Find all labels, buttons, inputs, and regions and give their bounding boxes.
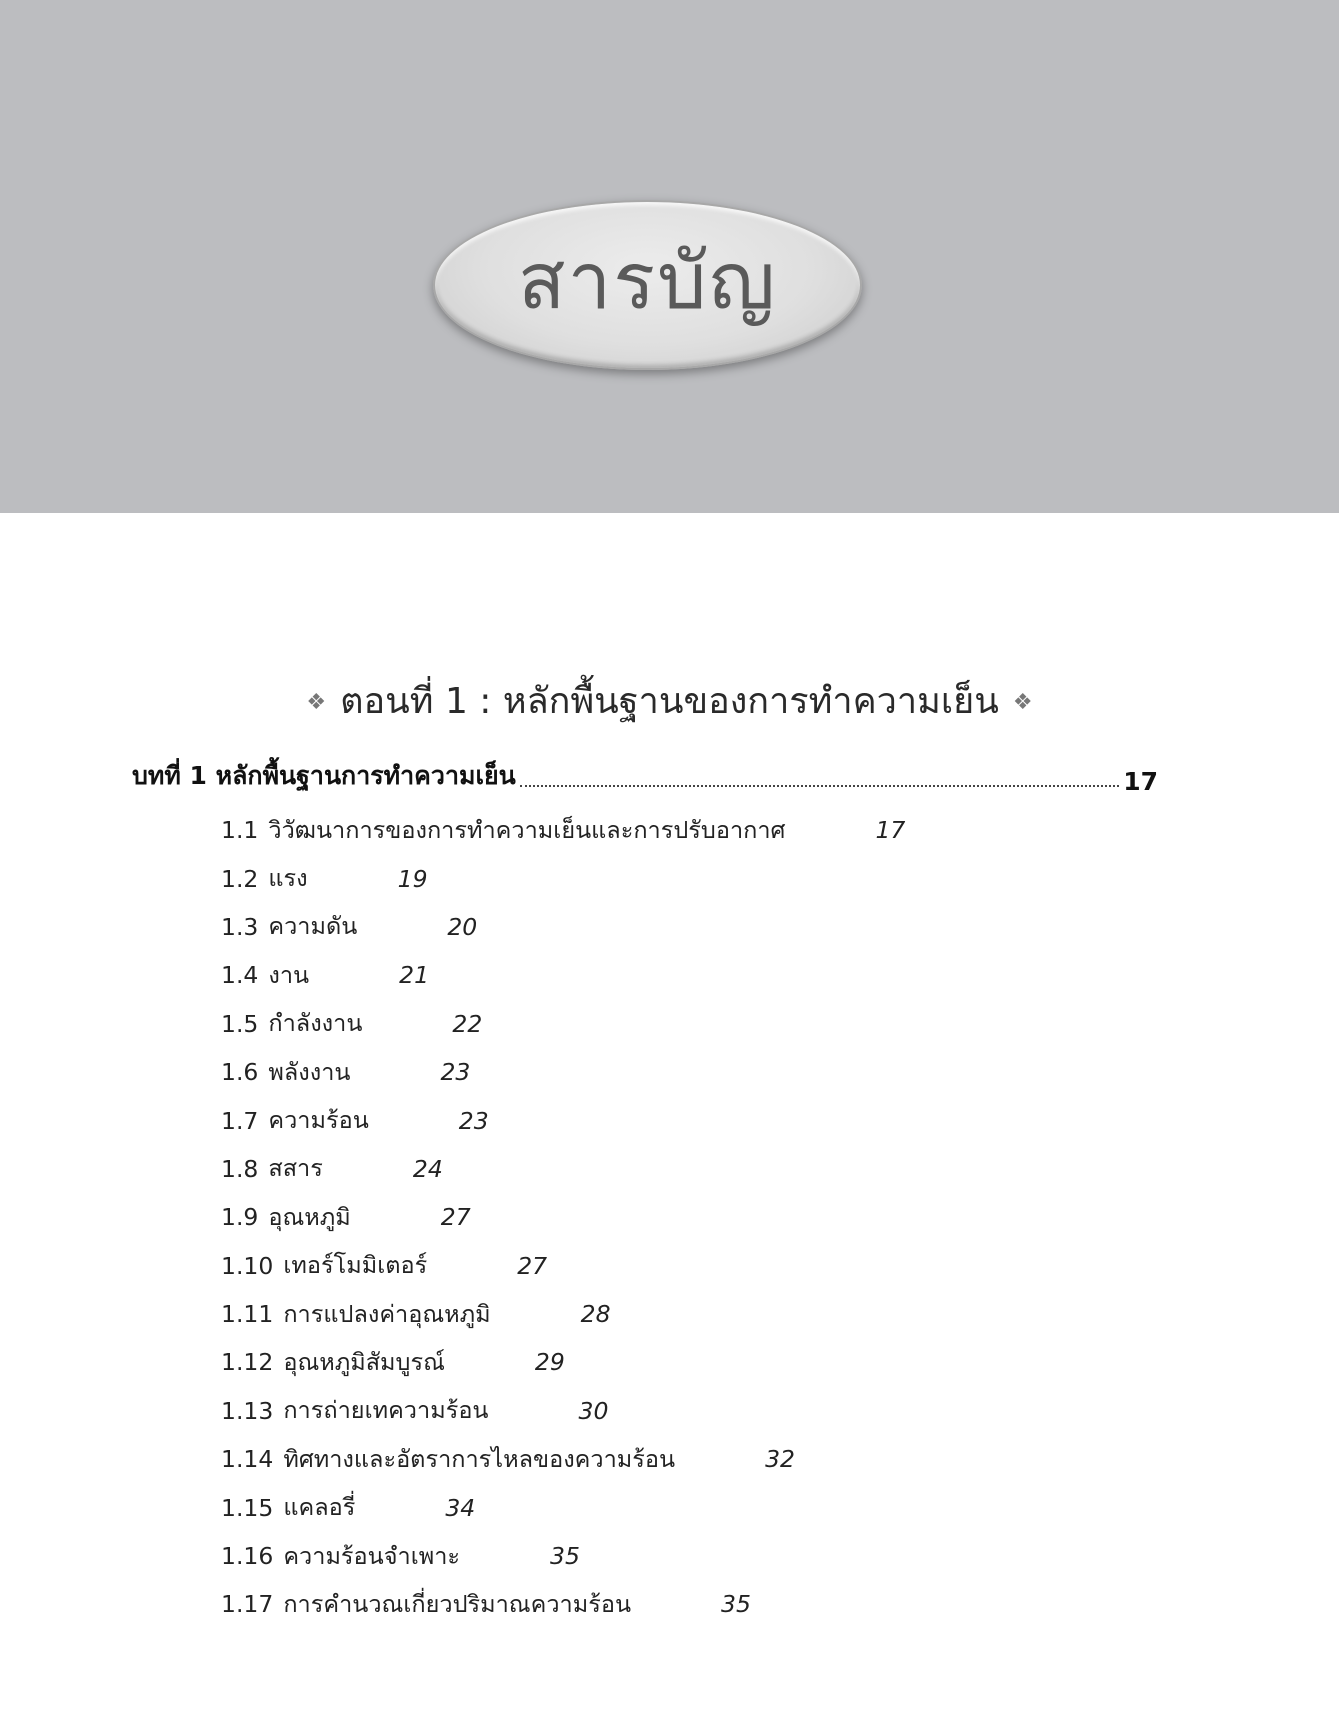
toc-item-title: ความร้อนจำเพาะ <box>283 1541 461 1570</box>
toc-item-page: 32 <box>765 1445 795 1474</box>
toc-item-title: วิวัฒนาการของการทำความเย็นและการปรับอากาศ <box>268 815 786 844</box>
title-badge <box>433 200 862 370</box>
toc-item[interactable] <box>221 806 905 854</box>
ornament-diamond-icon: ❖ <box>306 690 327 715</box>
toc-item-title: อุณหภูมิสัมบูรณ์ <box>283 1347 445 1376</box>
toc-item-page: 19 <box>397 864 428 893</box>
ornament-diamond-icon: ❖ <box>1012 690 1033 715</box>
chapter-title: บทที่ 1 หลักพื้นฐานการทำความเย็น <box>132 761 516 790</box>
toc-item-number: 1.14 <box>221 1445 274 1474</box>
toc-item[interactable] <box>221 1483 905 1531</box>
toc-item-page: 20 <box>447 912 478 941</box>
toc-item-page: 27 <box>440 1203 471 1232</box>
toc-item-title: พลังงาน <box>268 1057 351 1086</box>
toc-item-number: 1.2 <box>221 864 259 893</box>
toc-item-title: การถ่ายเทความร้อน <box>283 1396 489 1425</box>
toc-item-number: 1.1 <box>221 816 259 845</box>
part-heading <box>0 676 1339 729</box>
toc-item-title: งาน <box>268 960 310 989</box>
page-title: สารบัญ <box>517 237 778 327</box>
toc-item-title: แรง <box>268 864 308 893</box>
header-band <box>0 0 1339 513</box>
toc-item-title: ความร้อน <box>268 1106 369 1135</box>
toc-item-number: 1.13 <box>221 1396 274 1425</box>
chapter-entry[interactable] <box>132 752 1158 796</box>
part-title: ตอนที่ 1 : หลักพื้นฐานของการทำความเย็น <box>340 681 999 722</box>
toc-item-title: ความดัน <box>268 912 358 941</box>
toc-item-number: 1.10 <box>221 1251 274 1280</box>
toc-item[interactable] <box>221 1387 905 1435</box>
toc-item-number: 1.7 <box>221 1106 259 1135</box>
toc-item[interactable] <box>221 1000 905 1048</box>
toc-item-title: การคำนวณเกี่ยวปริมาณความร้อน <box>283 1589 632 1618</box>
toc-item[interactable] <box>221 1193 905 1241</box>
toc-item-title: แคลอรี่ <box>283 1493 356 1522</box>
toc-item-page: 27 <box>517 1251 548 1280</box>
toc-item[interactable] <box>221 1532 905 1580</box>
toc-item-page: 30 <box>578 1396 609 1425</box>
toc-item[interactable] <box>221 1242 905 1290</box>
toc-item-page: 35 <box>721 1590 751 1619</box>
toc-item-page: 28 <box>580 1300 611 1329</box>
toc-item-page: 29 <box>534 1348 565 1377</box>
toc-item[interactable] <box>221 951 905 999</box>
toc-item-title: กำลังงาน <box>268 1009 363 1038</box>
toc-item-number: 1.9 <box>221 1203 259 1232</box>
toc-item-page: 24 <box>412 1154 443 1183</box>
toc-item-number: 1.11 <box>221 1300 274 1329</box>
toc-item[interactable] <box>221 903 905 951</box>
toc-item-title: เทอร์โมมิเตอร์ <box>283 1251 428 1280</box>
toc-item[interactable] <box>221 1338 905 1386</box>
toc-item[interactable] <box>221 854 905 902</box>
toc-list <box>221 806 905 1629</box>
toc-item[interactable] <box>221 1145 905 1193</box>
toc-item-page: 34 <box>445 1493 476 1522</box>
toc-item-page: 35 <box>550 1542 580 1571</box>
toc-item-number: 1.3 <box>221 912 259 941</box>
toc-item-number: 1.6 <box>221 1058 259 1087</box>
toc-item-number: 1.15 <box>221 1493 274 1522</box>
toc-item-number: 1.8 <box>221 1154 259 1183</box>
toc-item[interactable] <box>221 1580 905 1628</box>
toc-item-page: 23 <box>440 1058 471 1087</box>
toc-item-number: 1.5 <box>221 1009 259 1038</box>
toc-item-page: 22 <box>452 1009 483 1038</box>
toc-item-number: 1.16 <box>221 1542 274 1571</box>
toc-item-number: 1.12 <box>221 1348 274 1377</box>
toc-item-page: 17 <box>875 816 906 845</box>
toc-item-number: 1.4 <box>221 961 259 990</box>
toc-item[interactable] <box>221 1435 905 1483</box>
toc-item-title: สสาร <box>268 1154 323 1183</box>
toc-item-number: 1.17 <box>221 1590 274 1619</box>
toc-item-title: อุณหภูมิ <box>268 1202 351 1231</box>
toc-item-page: 21 <box>399 961 430 990</box>
toc-item[interactable] <box>221 1048 905 1096</box>
dot-leader <box>520 784 1119 787</box>
toc-item-page: 23 <box>458 1106 489 1135</box>
toc-item[interactable] <box>221 1290 905 1338</box>
toc-item-title: การแปลงค่าอุณหภูมิ <box>283 1299 491 1328</box>
chapter-page: 17 <box>1123 767 1158 796</box>
toc-item[interactable] <box>221 1096 905 1144</box>
toc-item-title: ทิศทางและอัตราการไหลของความร้อน <box>283 1444 676 1473</box>
